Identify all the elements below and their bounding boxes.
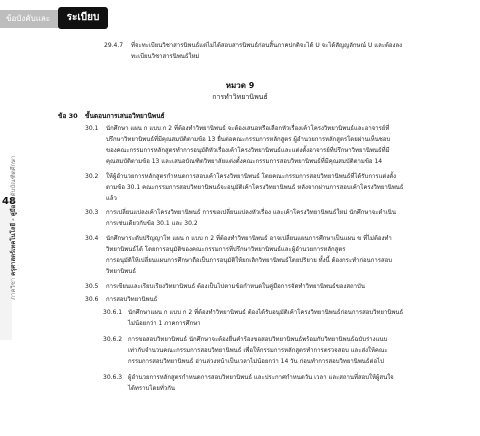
side-line-2: ครุศาสตร์เทคโนโลยี - คู่มือ bbox=[10, 204, 17, 276]
chapter-title: หมวด 9 bbox=[225, 81, 255, 90]
paragraph-30-6 bbox=[106, 294, 466, 305]
text-line: คุณสมบัติตามข้อ 13 และเสนอบัณฑิตวิทยาลัยแต่งตั้งคณะกรรมการสอบวิทยานิพนธ์ที่มีคุณสมบัติตามข้อ 14 bbox=[106, 158, 383, 165]
paragraph-30-5 bbox=[106, 281, 466, 292]
paragraph-30-4 bbox=[106, 233, 466, 277]
subitem-number: 30.6.1 bbox=[103, 309, 123, 316]
text-line: นักศึกษา แผน ก แบบ ก 2 ที่ต้องทำวิทยานิพนธ์ จะต้องเสนอหรือเลือกหัวเรื่องเค้าโครงวิทยานิพนธ์และอาจารย์ที่ bbox=[106, 125, 390, 132]
paragraph-29-4-7 bbox=[131, 40, 461, 62]
text-line: ได้ทราบโดยทั่วกัน bbox=[128, 385, 175, 392]
text-line: การเปลี่ยนแปลงเค้าโครงวิทยานิพนธ์ การขอเปลี่ยนแปลงหัวเรื่อง และเค้าโครงวิทยานิพนธ์ใหม่ นักศึกษาจะดำเนิน bbox=[106, 209, 396, 216]
text-line: เท่ากับจำนวนคณะกรรมการสอบวิทยานิพนธ์ เพื่อให้กรรมการหลักสูตรทำการตรวจสอบ และส่งให้คณะ bbox=[128, 347, 388, 354]
text-line: การเขียนและเรียบเรียงวิทยานิพนธ์ ต้องเป็นไปตามข้อกำหนดในคู่มือการจัดทำวิทยานิพนธ์ของสถาบัน bbox=[106, 283, 365, 290]
section-title: ขั้นตอนการเสนอวิทยานิพนธ์ bbox=[85, 112, 165, 120]
paragraph-30-3 bbox=[106, 207, 466, 229]
text-line: วิทยานิพนธ์ bbox=[106, 268, 137, 275]
side-running-title bbox=[8, 156, 18, 300]
text-line: นักศึกษาแผน ก แบบ ก 2 ที่ต้องทำวิทยานิพนธ์ ต้องได้รับอนุมัติเค้าโครงวิทยานิพนธ์ก่อนการสอบวิทยานิพนธ์ bbox=[128, 309, 404, 316]
text-line: การเช่นเดียวกับข้อ 30.1 และ 30.2 bbox=[106, 220, 198, 227]
item-number: 30.5 bbox=[85, 283, 99, 290]
text-line: การขอสอบวิทยานิพนธ์ นักศึกษาจะต้องยื่นคำร้องขอสอบวิทยานิพนธ์พร้อมกับวิทยานิพนธ์ฉบับร่างแนบ bbox=[128, 336, 388, 343]
item-number: 30.2 bbox=[85, 173, 99, 180]
item-number: 29.4.7 bbox=[104, 42, 124, 49]
paragraph-30-6-3 bbox=[128, 372, 468, 394]
section-label: ข้อ 30 bbox=[58, 112, 78, 120]
subitem-number: 30.6.2 bbox=[103, 336, 123, 343]
text-line: ให้ผู้อำนวยการหลักสูตรกำหนดการสอบเค้าโครงวิทยานิพนธ์ โดยคณะกรรมการสอบวิทยานิพนธ์ที่ได้รับการแต่งตั้ง bbox=[106, 173, 397, 180]
text-line: นักศึกษาระดับปริญญาโท แผน ก แบบ ก 2 ที่ต้องทำวิทยานิพนธ์ อาจเปลี่ยนแผนการศึกษาเป็นแผน ข ที่ไม่ต้องทำ bbox=[106, 235, 392, 242]
side-line-3: ระดับบัณฑิตศึกษา bbox=[10, 155, 17, 203]
text-line: วิทยานิพนธ์ได้ โดยการอนุมัติของคณะกรรมการที่ปรึกษาวิทยานิพนธ์และผู้อำนวยการหลักสูตร bbox=[106, 246, 346, 253]
item-number: 30.6 bbox=[85, 296, 99, 303]
header-category-tab: ข้อบังคับและ bbox=[0, 10, 62, 28]
page-number: 48 bbox=[2, 196, 16, 207]
subitem-number: 30.6.3 bbox=[103, 374, 123, 381]
text-line: กรรมการสอบวิทยานิพนธ์ อ่านล่วงหน้าเป็นเวลาไม่น้อยกว่า 14 วัน ก่อนทำการสอบวิทยานิพนธ์ต่อไป bbox=[128, 358, 384, 365]
text-line: ตามข้อ 30.1 คณะกรรมการสอบวิทยานิพนธ์จะอนุมัติเค้าโครงวิทยานิพนธ์ หลังจากผ่านการสอบเค้าโครงวิทยานิพนธ์ bbox=[106, 184, 404, 191]
text-line: การอนุมัติให้เปลี่ยนแผนการศึกษาถือเป็นการอนุมัติให้ยกเลิกวิทยานิพนธ์โดยปริยาย ทั้งนี้ ต้องกระทำก่อนการสอบ bbox=[106, 257, 393, 264]
side-line-1: ภาควิชา bbox=[10, 277, 17, 300]
text-line: การสอบวิทยานิพนธ์ bbox=[106, 296, 158, 303]
item-number: 30.4 bbox=[85, 235, 99, 242]
item-number: 30.1 bbox=[85, 125, 99, 132]
paragraph-30-2 bbox=[106, 171, 466, 204]
text-line: ทะเบียนวิชาสารนิพนธ์ใหม่ bbox=[131, 53, 200, 60]
text-line: แล้ว bbox=[106, 195, 117, 202]
text-line: ผู้อำนวยการหลักสูตรกำหนดการสอบวิทยานิพนธ์ และประกาศกำหนดวัน เวลา และสถานที่สอบให้ผู้สนใจ bbox=[128, 374, 394, 381]
chapter-subtitle: การทำวิทยานิพนธ์ bbox=[212, 93, 268, 101]
text-line: ปรึกษาวิทยานิพนธ์ที่มีคุณสมบัติตามข้อ 13 ยื่นต่อคณะกรรมการหลักสูตร ผู้อำนวยการหลักสูตรโดยผ่านเห็นชอบ bbox=[106, 136, 391, 143]
item-number: 30.3 bbox=[85, 209, 99, 216]
header-section-tag: ระเบียบ bbox=[58, 7, 108, 29]
paragraph-30-6-1 bbox=[128, 307, 468, 329]
text-line: ที่จะทะเบียนวิชาสารนิพนธ์แต่ไม่ได้สอบสารนิพนธ์ก่อนสิ้นภาคปกติจะได้ U จะได้สัญญลักษณ์ U และต้องลง bbox=[131, 42, 403, 49]
text-line: ไม่น้อยกว่า 1 ภาคการศึกษา bbox=[128, 320, 201, 327]
paragraph-30-6-2 bbox=[128, 334, 468, 367]
text-line: ของคณะกรรมการหลักสูตรทำการอนุมัติหัวเรื่องเค้าโครงวิทยานิพนธ์และแต่งตั้งอาจารย์ที่ปรึกษาวิทยานิพนธ์ที่มี bbox=[106, 147, 390, 154]
paragraph-30-1 bbox=[106, 123, 466, 167]
